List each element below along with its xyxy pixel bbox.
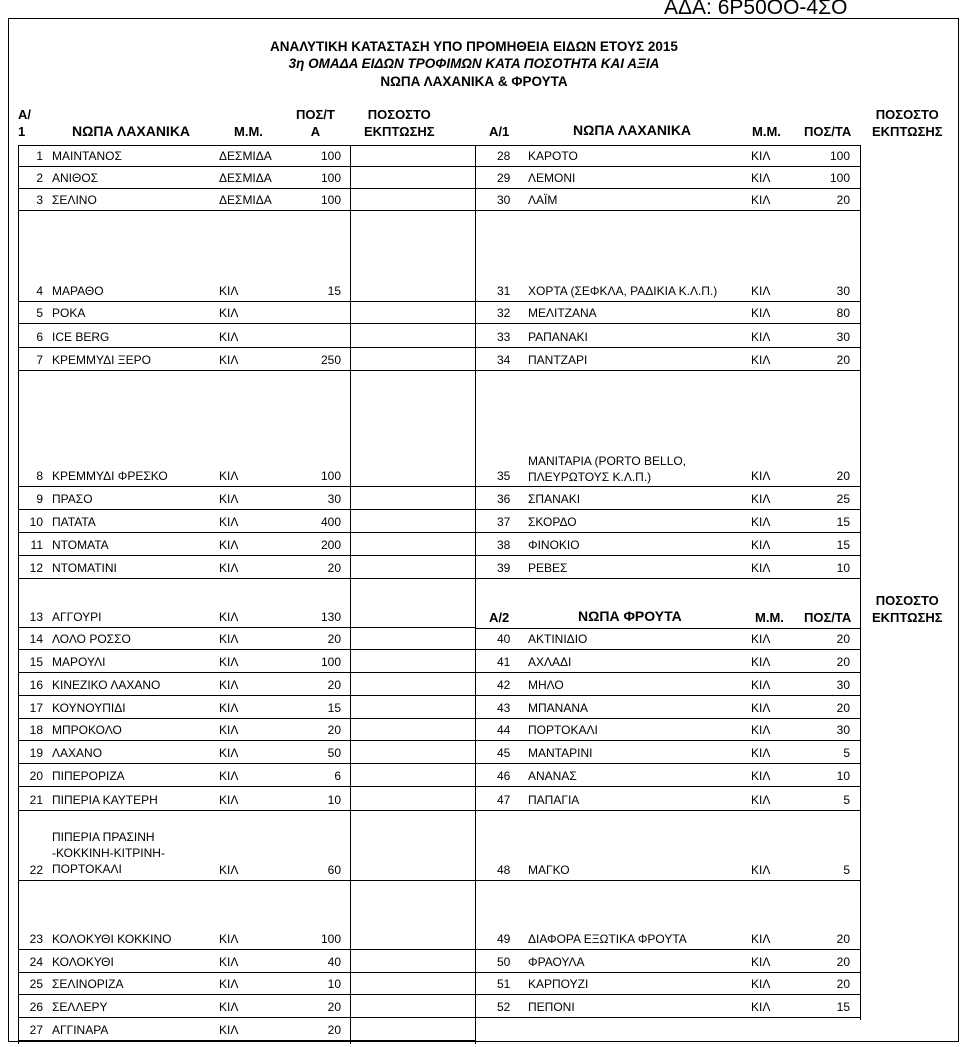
left-row-number: 1 xyxy=(36,149,43,163)
left-row-number: 8 xyxy=(36,469,43,483)
left-row-divider xyxy=(18,740,475,741)
left-row-unit: ΚΙΛ xyxy=(219,793,239,807)
right-row-number: 42 xyxy=(497,678,511,692)
right-row-qty: 20 xyxy=(836,655,850,669)
right-row-unit: ΚΙΛ xyxy=(751,306,771,320)
right-row-unit: ΚΙΛ xyxy=(751,632,771,646)
right-row-unit: ΚΙΛ xyxy=(751,746,771,760)
left-row-qty: 130 xyxy=(320,610,341,624)
right-row-unit: ΚΙΛ xyxy=(751,149,771,163)
right-row-name: ΡΑΠΑΝΑΚΙ xyxy=(528,330,588,344)
right-row-name: ΦΡΑΟΥΛΑ xyxy=(528,955,585,969)
right-row-unit: ΚΙΛ xyxy=(751,793,771,807)
left-row-divider xyxy=(18,994,475,995)
right-row-qty: 20 xyxy=(836,353,850,367)
left-row-name: ΚΡΕΜΜΥΔΙ ΦΡΕΣΚΟ xyxy=(52,469,168,483)
left-group-header: ΝΩΠΑ ΛΑΧΑΝΙΚΑ xyxy=(72,123,191,139)
left-row-divider xyxy=(18,301,475,302)
left-row-qty: 40 xyxy=(327,955,341,969)
left-row-qty: 20 xyxy=(327,561,341,575)
right-row-number: 30 xyxy=(497,193,511,207)
left-row-name: ΚΙΝΕΖΙΚΟ ΛΑΧΑΝΟ xyxy=(52,678,161,692)
left-row-unit: ΚΙΛ xyxy=(219,723,239,737)
left-row-number: 20 xyxy=(29,769,43,783)
left-row-name: ΚΟΥΝΟΥΠΙΔΙ xyxy=(52,701,126,715)
left-row-qty: 20 xyxy=(327,1023,341,1037)
fruit-qty-header: ΠΟΣ/ΤΑ xyxy=(804,610,852,625)
left-row-number: 24 xyxy=(29,955,43,969)
left-row-name: ΜΑΡΑΘΟ xyxy=(52,284,104,298)
right-row-divider xyxy=(475,972,860,973)
right-row-name: ΑΚΤΙΝΙΔΙΟ xyxy=(528,632,588,646)
right-row-qty: 10 xyxy=(836,561,850,575)
right-row-number: 50 xyxy=(497,955,511,969)
right-row-number: 31 xyxy=(497,284,511,298)
right-row-name: ΚΑΡΟΤΟ xyxy=(528,149,578,163)
left-row-name: ΜΑΙΝΤΑΝΟΣ xyxy=(52,149,122,163)
left-row-unit: ΚΙΛ xyxy=(219,769,239,783)
left-row-unit: ΚΙΛ xyxy=(219,610,239,624)
right-row-number: 52 xyxy=(497,1000,511,1014)
right-row-number: 38 xyxy=(497,538,511,552)
right-row-number: 33 xyxy=(497,330,511,344)
left-row-qty: 20 xyxy=(327,723,341,737)
left-row-unit: ΚΙΛ xyxy=(219,561,239,575)
right-row-number: 44 xyxy=(497,723,511,737)
left-row-qty: 400 xyxy=(320,515,341,529)
left-row-divider xyxy=(18,509,475,510)
left-row-unit: ΚΙΛ xyxy=(219,538,239,552)
left-row-divider xyxy=(18,578,475,579)
right-row-divider xyxy=(475,188,860,189)
left-row-name: ΠΙΠΕΡΙΑ ΚΑΥΤΕΡΗ xyxy=(52,793,158,807)
right-row-qty: 20 xyxy=(836,955,850,969)
right-row-unit: ΚΙΛ xyxy=(751,863,771,877)
left-code-header: Α/ 1 xyxy=(18,107,31,139)
left-row-qty: 50 xyxy=(327,746,341,760)
left-row-name: ICE BERG xyxy=(52,330,110,344)
right-row-qty: 5 xyxy=(843,746,850,760)
right-row-qty: 15 xyxy=(836,515,850,529)
left-row-unit: ΚΙΛ xyxy=(219,353,239,367)
right-row-unit: ΚΙΛ xyxy=(751,1000,771,1014)
right-row-divider xyxy=(475,210,860,211)
right-row-name: ΠΟΡΤΟΚΑΛΙ xyxy=(528,723,598,737)
right-row-unit: ΚΙΛ xyxy=(751,171,771,185)
title-line-3: ΝΩΠΑ ΛΑΧΑΝΙΚΑ & ΦΡΟΥΤΑ xyxy=(380,74,568,89)
left-row-divider xyxy=(18,166,475,167)
right-row-name: ΜΑΓΚΟ xyxy=(528,863,570,877)
left-row-number: 18 xyxy=(29,723,43,737)
left-row-divider xyxy=(18,370,475,371)
left-row-divider xyxy=(18,810,475,811)
left-row-unit: ΚΙΛ xyxy=(219,678,239,692)
left-row-name: ΠΡΑΣΟ xyxy=(52,492,93,506)
left-row-name: ΑΓΓΟΥΡΙ xyxy=(52,610,102,624)
right-row-name: ΜΕΛΙΤΖΑΝΑ xyxy=(528,306,597,320)
right-row-divider xyxy=(475,532,860,533)
left-row-qty: 10 xyxy=(327,977,341,991)
right-row-number: 39 xyxy=(497,561,511,575)
right-row-name: ΛΕΜΟΝΙ xyxy=(528,171,576,185)
left-row-qty: 100 xyxy=(320,469,341,483)
left-row-name: ΛΟΛΟ ΡΟΣΣΟ xyxy=(52,632,131,646)
fruit-unit-header: Μ.Μ. xyxy=(755,610,784,625)
right-row-unit: ΚΙΛ xyxy=(751,678,771,692)
right-row-divider xyxy=(475,994,860,995)
left-row-unit: ΚΙΛ xyxy=(219,1000,239,1014)
left-row-unit: ΚΙΛ xyxy=(219,746,239,760)
left-row-divider xyxy=(18,627,475,628)
right-row-name: ΠΑΠΑΓΙΑ xyxy=(528,793,580,807)
left-row-divider xyxy=(18,880,475,881)
right-row-divider xyxy=(475,672,860,673)
left-row-divider xyxy=(18,188,475,189)
left-row-unit: ΚΙΛ xyxy=(219,306,239,320)
left-row-name: ΜΑΡΟΥΛΙ xyxy=(52,655,106,669)
right-row-number: 43 xyxy=(497,701,511,715)
fruit-code-header: Α/2 xyxy=(489,610,510,625)
left-row-unit: ΔΕΣΜΙΔΑ xyxy=(219,193,272,207)
right-row-qty: 20 xyxy=(836,469,850,483)
right-row-unit: ΚΙΛ xyxy=(751,701,771,715)
left-row-divider xyxy=(18,672,475,673)
left-row-name: ΚΟΛΟΚΥΘΙ ΚΟΚΚΙΝΟ xyxy=(52,932,172,946)
left-row-number: 15 xyxy=(29,655,43,669)
right-row-qty: 20 xyxy=(836,701,850,715)
left-row-divider xyxy=(18,786,475,787)
left-row-name: ΑΓΓΙΝΑΡΑ xyxy=(52,1023,109,1037)
title-line-1: ΑΝΑΛΥΤΙΚΗ ΚΑΤΑΣΤΑΣΗ ΥΠΟ ΠΡΟΜΗΘΕΙΑ ΕΙΔΩΝ ΕΤΟΥΣ 2015 xyxy=(270,39,678,54)
right-row-divider xyxy=(475,763,860,764)
left-row-number: 17 xyxy=(29,701,43,715)
left-unit-header: Μ.Μ. xyxy=(234,124,263,139)
right-row-divider xyxy=(475,347,860,348)
right-group-header: ΝΩΠΑ ΛΑΧΑΝΙΚΑ xyxy=(573,122,692,138)
right-row-number: 41 xyxy=(497,655,511,669)
right-row-unit: ΚΙΛ xyxy=(751,561,771,575)
left-row-number: 21 xyxy=(29,793,43,807)
right-row-unit: ΚΙΛ xyxy=(751,515,771,529)
right-row-divider xyxy=(475,740,860,741)
left-row-name: ΝΤΟΜΑΤΑ xyxy=(52,538,109,552)
left-row-unit: ΚΙΛ xyxy=(219,330,239,344)
left-row-name: ΠΙΠΕΡΙΑ ΠΡΑΣΙΝΗ -ΚΟΚΚΙΝΗ-ΚΙΤΡΙΝΗ-ΠΟΡΤΟΚΑΛΙ xyxy=(52,830,165,876)
right-row-name: ΔΙΑΦΟΡΑ ΕΞΩΤΙΚΑ ΦΡΟΥΤΑ xyxy=(528,932,687,946)
right-row-divider xyxy=(475,555,860,556)
left-row-number: 16 xyxy=(29,678,43,692)
left-row-qty: 250 xyxy=(320,353,341,367)
left-row-number: 27 xyxy=(29,1023,43,1037)
right-row-divider xyxy=(475,1017,860,1018)
right-row-divider xyxy=(475,695,860,696)
left-row-divider xyxy=(18,949,475,950)
left-row-name: ΝΤΟΜΑΤΙΝΙ xyxy=(52,561,117,575)
right-row-divider xyxy=(475,949,860,950)
right-row-name: ΑΝΑΝΑΣ xyxy=(528,769,577,783)
left-row-number: 12 xyxy=(29,561,43,575)
right-row-unit: ΚΙΛ xyxy=(751,469,771,483)
right-row-qty: 100 xyxy=(829,171,850,185)
left-row-unit: ΚΙΛ xyxy=(219,863,239,877)
left-row-divider xyxy=(18,210,475,211)
left-row-name: ΣΕΛΙΝΟ xyxy=(52,193,97,207)
left-row-name: ΑΝΙΘΟΣ xyxy=(52,171,99,185)
right-row-unit: ΚΙΛ xyxy=(751,193,771,207)
left-row-number: 23 xyxy=(29,932,43,946)
left-row-divider xyxy=(18,649,475,650)
right-row-number: 34 xyxy=(497,353,511,367)
right-row-name: ΣΚΟΡΔΟ xyxy=(528,515,577,529)
right-row-name: ΚΑΡΠΟΥΖΙ xyxy=(528,977,589,991)
right-row-qty: 20 xyxy=(836,632,850,646)
right-row-number: 40 xyxy=(497,632,511,646)
right-row-name: ΑΧΛΑΔΙ xyxy=(528,655,572,669)
left-row-unit: ΚΙΛ xyxy=(219,701,239,715)
left-row-divider xyxy=(18,763,475,764)
left-row-name: ΚΡΕΜΜΥΔΙ ΞΕΡΟ xyxy=(52,353,151,367)
left-row-name: ΛΑΧΑΝΟ xyxy=(52,746,103,760)
right-row-name: ΡΕΒΕΣ xyxy=(528,561,568,575)
left-row-name: ΠΑΤΑΤΑ xyxy=(52,515,96,529)
right-row-divider xyxy=(475,509,860,510)
left-row-qty: 10 xyxy=(327,793,341,807)
left-table-border xyxy=(18,145,19,1044)
left-row-unit: ΔΕΣΜΙΔΑ xyxy=(219,149,272,163)
left-row-name: ΣΕΛΛΕΡΥ xyxy=(52,1000,108,1014)
left-qty-header: ΠΟΣ/Τ Α xyxy=(296,107,335,139)
ada-code: ΑΔΑ: 6Ρ50ΟΟ-4ΣΟ xyxy=(664,0,848,19)
right-row-divider xyxy=(475,718,860,719)
center-table-border xyxy=(475,145,476,1044)
left-row-name: ΠΙΠΕΡΟΡΙΖΑ xyxy=(52,769,125,783)
left-row-name: ΜΠΡΟΚΟΛΟ xyxy=(52,723,122,737)
left-row-unit: ΚΙΛ xyxy=(219,284,239,298)
left-row-qty: 20 xyxy=(327,632,341,646)
right-row-qty: 30 xyxy=(836,284,850,298)
right-row-qty: 5 xyxy=(843,793,850,807)
left-row-name: ΡΟΚΑ xyxy=(52,306,86,320)
right-row-unit: ΚΙΛ xyxy=(751,655,771,669)
right-table-border xyxy=(860,145,861,1020)
right-row-name: ΦΙΝΟΚΙΟ xyxy=(528,538,580,552)
left-row-number: 5 xyxy=(36,306,43,320)
right-row-number: 49 xyxy=(497,932,511,946)
left-row-qty: 100 xyxy=(320,149,341,163)
right-row-name: ΜΑΝΤΑΡΙΝΙ xyxy=(528,746,593,760)
left-row-number: 7 xyxy=(36,353,43,367)
right-discount-header: ΠΟΣΟΣΤΟ ΕΚΠΤΩΣΗΣ xyxy=(872,107,943,139)
left-row-unit: ΚΙΛ xyxy=(219,469,239,483)
right-row-divider xyxy=(475,323,860,324)
right-row-divider xyxy=(475,786,860,787)
right-row-unit: ΚΙΛ xyxy=(751,492,771,506)
right-row-qty: 15 xyxy=(836,538,850,552)
fruit-header-divider xyxy=(475,628,860,629)
header-divider xyxy=(18,145,860,146)
right-row-qty: 25 xyxy=(836,492,850,506)
fruit-group-header: ΝΩΠΑ ΦΡΟΥΤΑ xyxy=(578,608,682,624)
left-row-unit: ΚΙΛ xyxy=(219,932,239,946)
left-row-divider xyxy=(18,347,475,348)
right-row-name: ΣΠΑΝΑΚΙ xyxy=(528,492,581,506)
left-row-divider xyxy=(18,972,475,973)
title-line-2: 3η ΟΜΑΔΑ ΕΙΔΩΝ ΤΡΟΦΙΜΩΝ ΚΑΤΑ ΠΟΣΟΤΗΤΑ ΚΑΙ ΑΞΙΑ xyxy=(288,56,660,71)
left-row-number: 3 xyxy=(36,193,43,207)
right-row-name: ΧΟΡΤΑ (ΣΕΦΚΛΑ, ΡΑΔΙΚΙΑ Κ.Λ.Π.) xyxy=(528,284,718,298)
right-row-unit: ΚΙΛ xyxy=(751,284,771,298)
right-row-unit: ΚΙΛ xyxy=(751,538,771,552)
right-row-qty: 20 xyxy=(836,932,850,946)
right-code-header: Α/1 xyxy=(489,124,510,139)
left-row-number: 2 xyxy=(36,171,43,185)
left-row-unit: ΚΙΛ xyxy=(219,632,239,646)
right-row-unit: ΚΙΛ xyxy=(751,353,771,367)
right-row-number: 46 xyxy=(497,769,511,783)
left-row-number: 11 xyxy=(30,538,43,552)
right-row-qty: 80 xyxy=(836,306,850,320)
left-row-divider xyxy=(18,1040,475,1041)
right-row-number: 36 xyxy=(497,492,511,506)
left-row-qty: 100 xyxy=(320,932,341,946)
left-row-qty: 15 xyxy=(327,284,341,298)
left-row-qty: 60 xyxy=(327,863,341,877)
left-row-divider xyxy=(18,532,475,533)
right-row-qty: 20 xyxy=(836,977,850,991)
right-row-qty: 20 xyxy=(836,193,850,207)
left-row-divider xyxy=(18,695,475,696)
left-row-divider xyxy=(18,718,475,719)
right-row-number: 48 xyxy=(497,863,511,877)
right-row-unit: ΚΙΛ xyxy=(751,330,771,344)
right-qty-header: ΠΟΣ/ΤΑ xyxy=(804,124,852,139)
left-discount-column-border xyxy=(350,145,351,1044)
right-row-unit: ΚΙΛ xyxy=(751,955,771,969)
right-row-unit: ΚΙΛ xyxy=(751,977,771,991)
right-unit-header: Μ.Μ. xyxy=(752,124,781,139)
left-discount-header: ΠΟΣΟΣΤΟ ΕΚΠΤΩΣΗΣ xyxy=(364,107,435,139)
left-row-number: 22 xyxy=(29,863,43,877)
right-row-divider xyxy=(475,578,860,579)
right-row-divider xyxy=(475,810,860,811)
right-row-number: 37 xyxy=(497,515,511,529)
right-row-divider xyxy=(475,166,860,167)
left-row-qty: 6 xyxy=(334,769,341,783)
left-row-number: 13 xyxy=(29,610,43,624)
right-row-number: 35 xyxy=(497,469,511,483)
right-row-divider xyxy=(475,880,860,881)
right-row-qty: 30 xyxy=(836,678,850,692)
left-row-unit: ΚΙΛ xyxy=(219,1023,239,1037)
left-row-qty: 100 xyxy=(320,171,341,185)
left-row-name: ΣΕΛΙΝΟΡΙΖΑ xyxy=(52,977,124,991)
left-row-qty: 20 xyxy=(327,1000,341,1014)
left-row-qty: 100 xyxy=(320,193,341,207)
right-row-qty: 5 xyxy=(843,863,850,877)
right-row-qty: 30 xyxy=(836,723,850,737)
left-row-unit: ΚΙΛ xyxy=(219,515,239,529)
right-row-name: ΜΑΝΙΤΑΡΙΑ (PORTO BELLO, ΠΛΕΥΡΩΤΟΥΣ Κ.Λ.Π.) xyxy=(528,454,687,484)
right-row-name: ΠΕΠΟΝΙ xyxy=(528,1000,575,1014)
left-row-qty: 20 xyxy=(327,678,341,692)
left-row-unit: ΔΕΣΜΙΔΑ xyxy=(219,171,272,185)
fruit-discount-header: ΠΟΣΟΣΤΟ ΕΚΠΤΩΣΗΣ xyxy=(872,593,943,625)
right-row-divider xyxy=(475,370,860,371)
left-row-divider xyxy=(18,323,475,324)
right-row-qty: 30 xyxy=(836,330,850,344)
right-row-unit: ΚΙΛ xyxy=(751,769,771,783)
left-row-qty: 200 xyxy=(320,538,341,552)
right-row-qty: 15 xyxy=(836,1000,850,1014)
right-row-qty: 10 xyxy=(836,769,850,783)
right-row-divider xyxy=(475,486,860,487)
right-row-qty: 100 xyxy=(829,149,850,163)
right-row-divider xyxy=(475,301,860,302)
left-row-qty: 30 xyxy=(327,492,341,506)
left-row-number: 19 xyxy=(29,746,43,760)
right-row-unit: ΚΙΛ xyxy=(751,932,771,946)
left-row-number: 14 xyxy=(29,632,43,646)
left-row-number: 25 xyxy=(29,977,43,991)
right-row-number: 28 xyxy=(497,149,511,163)
left-row-divider xyxy=(18,555,475,556)
right-row-number: 32 xyxy=(497,306,511,320)
left-row-qty: 100 xyxy=(320,655,341,669)
left-row-unit: ΚΙΛ xyxy=(219,977,239,991)
right-row-number: 29 xyxy=(497,171,511,185)
right-row-unit: ΚΙΛ xyxy=(751,723,771,737)
left-row-number: 6 xyxy=(36,330,43,344)
right-row-name: ΠΑΝΤΖΑΡΙ xyxy=(528,353,588,367)
left-row-unit: ΚΙΛ xyxy=(219,492,239,506)
left-row-number: 9 xyxy=(36,492,43,506)
right-row-name: ΜΗΛΟ xyxy=(528,678,564,692)
right-row-number: 45 xyxy=(497,746,511,760)
left-row-name: ΚΟΛΟΚΥΘΙ xyxy=(52,955,114,969)
left-row-divider xyxy=(18,486,475,487)
left-row-number: 4 xyxy=(36,284,43,298)
right-row-name: ΜΠΑΝΑΝΑ xyxy=(528,701,589,715)
right-row-number: 47 xyxy=(497,793,511,807)
left-row-number: 26 xyxy=(29,1000,43,1014)
left-row-number: 10 xyxy=(29,515,43,529)
right-row-divider xyxy=(475,649,860,650)
left-row-unit: ΚΙΛ xyxy=(219,655,239,669)
left-row-divider xyxy=(18,1017,475,1018)
right-row-name: ΛΑΪΜ xyxy=(528,193,558,207)
left-row-unit: ΚΙΛ xyxy=(219,955,239,969)
left-row-qty: 15 xyxy=(327,701,341,715)
right-row-number: 51 xyxy=(497,977,511,991)
